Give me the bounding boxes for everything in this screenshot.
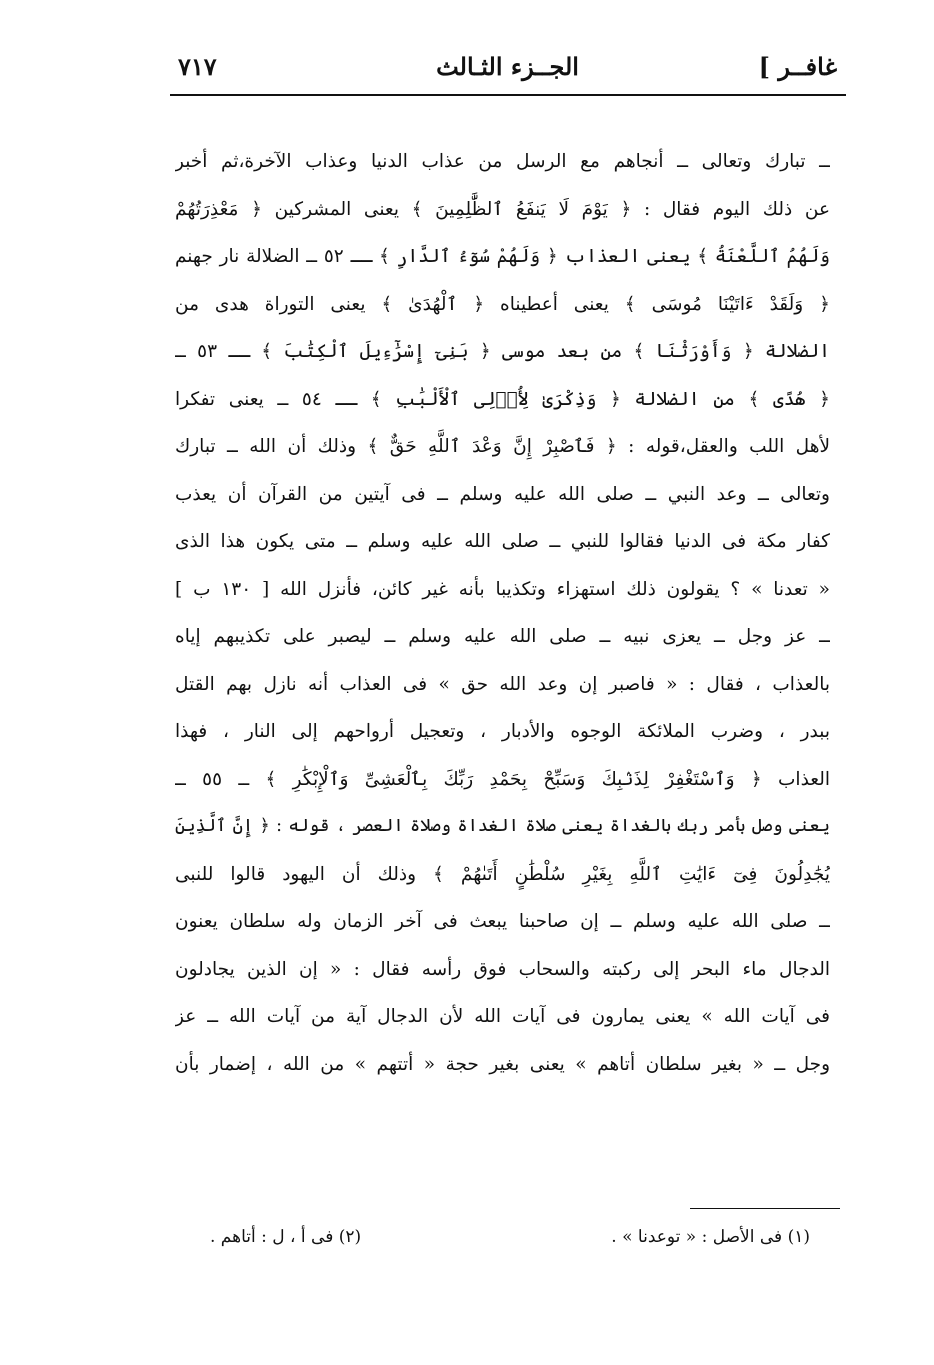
text-line: الضلالة ﴿ وَأَوْرَثْنَا ﴾ من بعد موسى ﴿ بَنِىٓ إِسْرَٰٓءِيلَ ٱلْكِتَٰبَ ﴾ ــ ٥٣ ــ <box>175 341 830 362</box>
text-line: وجل ــ « بغير سلطان أتاهم » يعنى بغير حجة « أتتهم » من الله ، إضمار بأن <box>175 1053 830 1075</box>
text-line: الدجال ماء البحر إلى ركبته والسحاب فوق رأسه فقال : « إن الذين يجادلون <box>175 958 830 980</box>
page-header <box>170 50 845 90</box>
text-line: عن ذلك اليوم فقال : ﴿ يَوْمَ لَا يَنفَعُ ٱلظَّٰلِمِينَ ﴾ يعنى المشركين ﴿ مَعْذِرَتُهُمْ <box>175 198 830 220</box>
text-line: وتعالى ــ وعد النبي ــ صلى الله عليه وسلم ــ فى آيتين من القرآن أن يعذب <box>175 483 830 505</box>
text-line: فى آيات الله » يعنى يمارون فى آيات الله لأن الدجال آية من آيات الله ــ عز <box>175 1006 830 1027</box>
text-line: ﴿ هُدًى ﴾ من الضلالة ﴿ وَذِكْرَىٰ لِأُو۟لِى ٱلْأَلْبَٰبِ ﴾ ــ ٥٤ ــ يعنى تفكرا <box>175 388 830 410</box>
text-line: ﴿ وَلَقَدْ ءَاتَيْنَا مُوسَى ﴾ يعنى أعطيناه ﴿ ٱلْهُدَىٰ ﴾ يعنى التوراة هدى من <box>175 293 830 315</box>
part-title: الجــزء الثـالث <box>436 52 579 81</box>
text-line: ــ صلى الله عليه وسلم ــ إن صاحبنا يبعث فى آخر الزمان وله سلطان يعنون <box>175 911 830 932</box>
footnote-2: (٢) فى أ ، ل : أتاهم . <box>210 1227 362 1247</box>
text-line: لأهل اللب والعقل،قوله : ﴿ فَٱصْبِرْ إِنَّ وَعْدَ ٱللَّهِ حَقٌّ ﴾ وذلك أن الله ــ تبارك <box>175 436 830 457</box>
body-text <box>175 138 830 1088</box>
text-line: العذاب ﴿ وَٱسْتَغْفِرْ لِذَنۢبِكَ وَسَبِّحْ بِحَمْدِ رَبِّكَ بِٱلْعَشِىِّ وَٱلْإِبْكَٰرِ ﴾ ــ ٥٥ ــ <box>175 768 830 790</box>
text-line: بالعذاب ، فقال : « فاصبر إن وعد الله حق » فى العذاب أنه نازل بهم القتل <box>175 673 830 695</box>
text-line: كفار مكة فى الدنيا فقالوا للنبي ــ صلى الله عليه وسلم ــ متى يكون هذا الذى <box>175 531 830 552</box>
text-line: وَلَهُمُ ٱللَّعْنَةُ ﴾ يعنى العذاب ﴿ وَلَهُمْ سُوٓءُ ٱلدَّارِ ﴾ ــ ٥٢ ــ الضلالة نار جهنم <box>175 246 830 267</box>
surah-name: غافــر ] <box>758 52 837 81</box>
text-line: يُجَٰدِلُونَ فِىٓ ءَايَٰتِ ٱللَّهِ بِغَيْرِ سُلْطَٰنٍ أَتَىٰهُمْ ﴾ وذلك أن اليهود قالوا للنبى <box>175 863 830 885</box>
footnote-1: (١) فى الأصل : « توعدنا » . <box>611 1227 810 1247</box>
footnotes <box>210 1222 810 1252</box>
text-line: ــ عز وجل ــ يعزى نبيه ــ صلى الله عليه وسلم ــ ليصبر على تكذيبهم إياه <box>175 626 830 647</box>
text-line: « تعدنا » ؟ يقولون ذلك استهزاء وتكذيبا بأنه غير كائن، فأنزل الله [ ١٣٠ ب ] <box>175 578 830 600</box>
text-line: ــ تبارك وتعالى ــ أنجاهم مع الرسل من عذاب الدنيا وعذاب الآخرة،ثم أخبر <box>175 151 830 172</box>
text-line: ببدر ، وضرب الملائكة الوجوه والأدبار ، وتعجيل أرواحهم إلى النار ، فهذا <box>175 721 830 742</box>
footnote-divider <box>690 1208 840 1209</box>
text-line: يعنى وصل بأمر ربك بالغداة يعنى صلاة الغداة وصلاة العصر ، قوله : ﴿ إِنَّ ٱلَّذِينَ <box>175 816 830 836</box>
page-number: ٧١٧ <box>178 52 217 81</box>
header-divider <box>170 94 846 96</box>
